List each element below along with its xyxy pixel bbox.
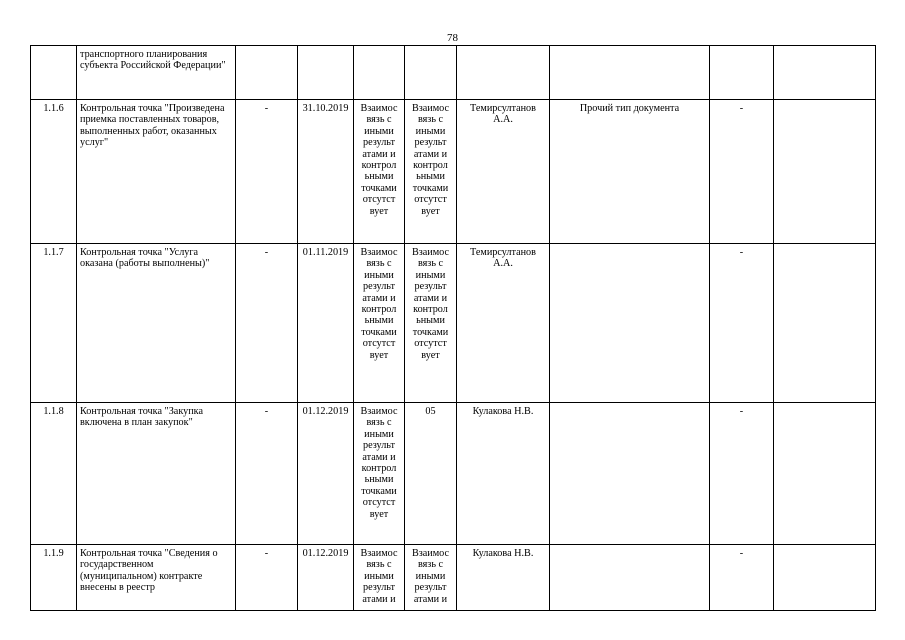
row-col6: 05 [405, 403, 457, 545]
control-points-table [30, 45, 876, 611]
row-col3: - [236, 545, 298, 611]
table-row [31, 545, 876, 611]
row-col10 [774, 100, 876, 244]
row-doc-type [550, 545, 710, 611]
page-number: 78 [447, 32, 458, 44]
row-number [31, 46, 77, 100]
row-col9 [710, 46, 774, 100]
row-responsible [457, 46, 550, 100]
row-col9: - [710, 403, 774, 545]
row-name: Контрольная точка "Сведения о государственном (муниципальном) контракте внесены в реестр [77, 545, 236, 611]
row-col5 [354, 46, 405, 100]
row-date: 31.10.2019 [298, 100, 354, 244]
row-col6: Взаимос вязь с иными результ атами и контрол ьными точками отсутст вует [405, 244, 457, 403]
row-doc-type [550, 244, 710, 403]
row-col9: - [710, 100, 774, 244]
row-name: Контрольная точка "Произведена приемка поставленных товаров, выполненных работ, оказанных услуг" [77, 100, 236, 244]
row-doc-type [550, 403, 710, 545]
row-col6: Взаимос вязь с иными результ атами и контрол ьными точками отсутст вует [405, 100, 457, 244]
row-number: 1.1.7 [31, 244, 77, 403]
row-col9: - [710, 244, 774, 403]
row-col3: - [236, 244, 298, 403]
row-responsible: Темирсултанов А.А. [457, 100, 550, 244]
row-responsible: Темирсултанов А.А. [457, 244, 550, 403]
row-date: 01.12.2019 [298, 403, 354, 545]
table-row [31, 100, 876, 244]
row-col10 [774, 46, 876, 100]
table-row [31, 46, 876, 100]
row-col3: - [236, 403, 298, 545]
row-col10 [774, 403, 876, 545]
row-doc-type: Прочий тип документа [550, 100, 710, 244]
row-number: 1.1.8 [31, 403, 77, 545]
row-date: 01.12.2019 [298, 545, 354, 611]
row-responsible: Кулакова Н.В. [457, 545, 550, 611]
row-col5: Взаимос вязь с иными результ атами и [354, 545, 405, 611]
row-col5: Взаимос вязь с иными результ атами и контрол ьными точками отсутст вует [354, 244, 405, 403]
row-number: 1.1.6 [31, 100, 77, 244]
table-row [31, 244, 876, 403]
row-col5: Взаимос вязь с иными результ атами и контрол ьными точками отсутст вует [354, 100, 405, 244]
row-col10 [774, 545, 876, 611]
row-col9: - [710, 545, 774, 611]
row-name: Контрольная точка "Закупка включена в план закупок" [77, 403, 236, 545]
row-doc-type [550, 46, 710, 100]
row-col5: Взаимос вязь с иными результ атами и контрол ьными точками отсутст вует [354, 403, 405, 545]
row-responsible: Кулакова Н.В. [457, 403, 550, 545]
row-col10 [774, 244, 876, 403]
row-name: транспортного планирования субъекта Российской Федерации" [77, 46, 236, 100]
row-col3 [236, 46, 298, 100]
row-date: 01.11.2019 [298, 244, 354, 403]
row-col3: - [236, 100, 298, 244]
row-col6 [405, 46, 457, 100]
row-name: Контрольная точка "Услуга оказана (работы выполнены)" [77, 244, 236, 403]
row-date [298, 46, 354, 100]
row-number: 1.1.9 [31, 545, 77, 611]
row-col6: Взаимос вязь с иными результ атами и [405, 545, 457, 611]
table-row [31, 403, 876, 545]
